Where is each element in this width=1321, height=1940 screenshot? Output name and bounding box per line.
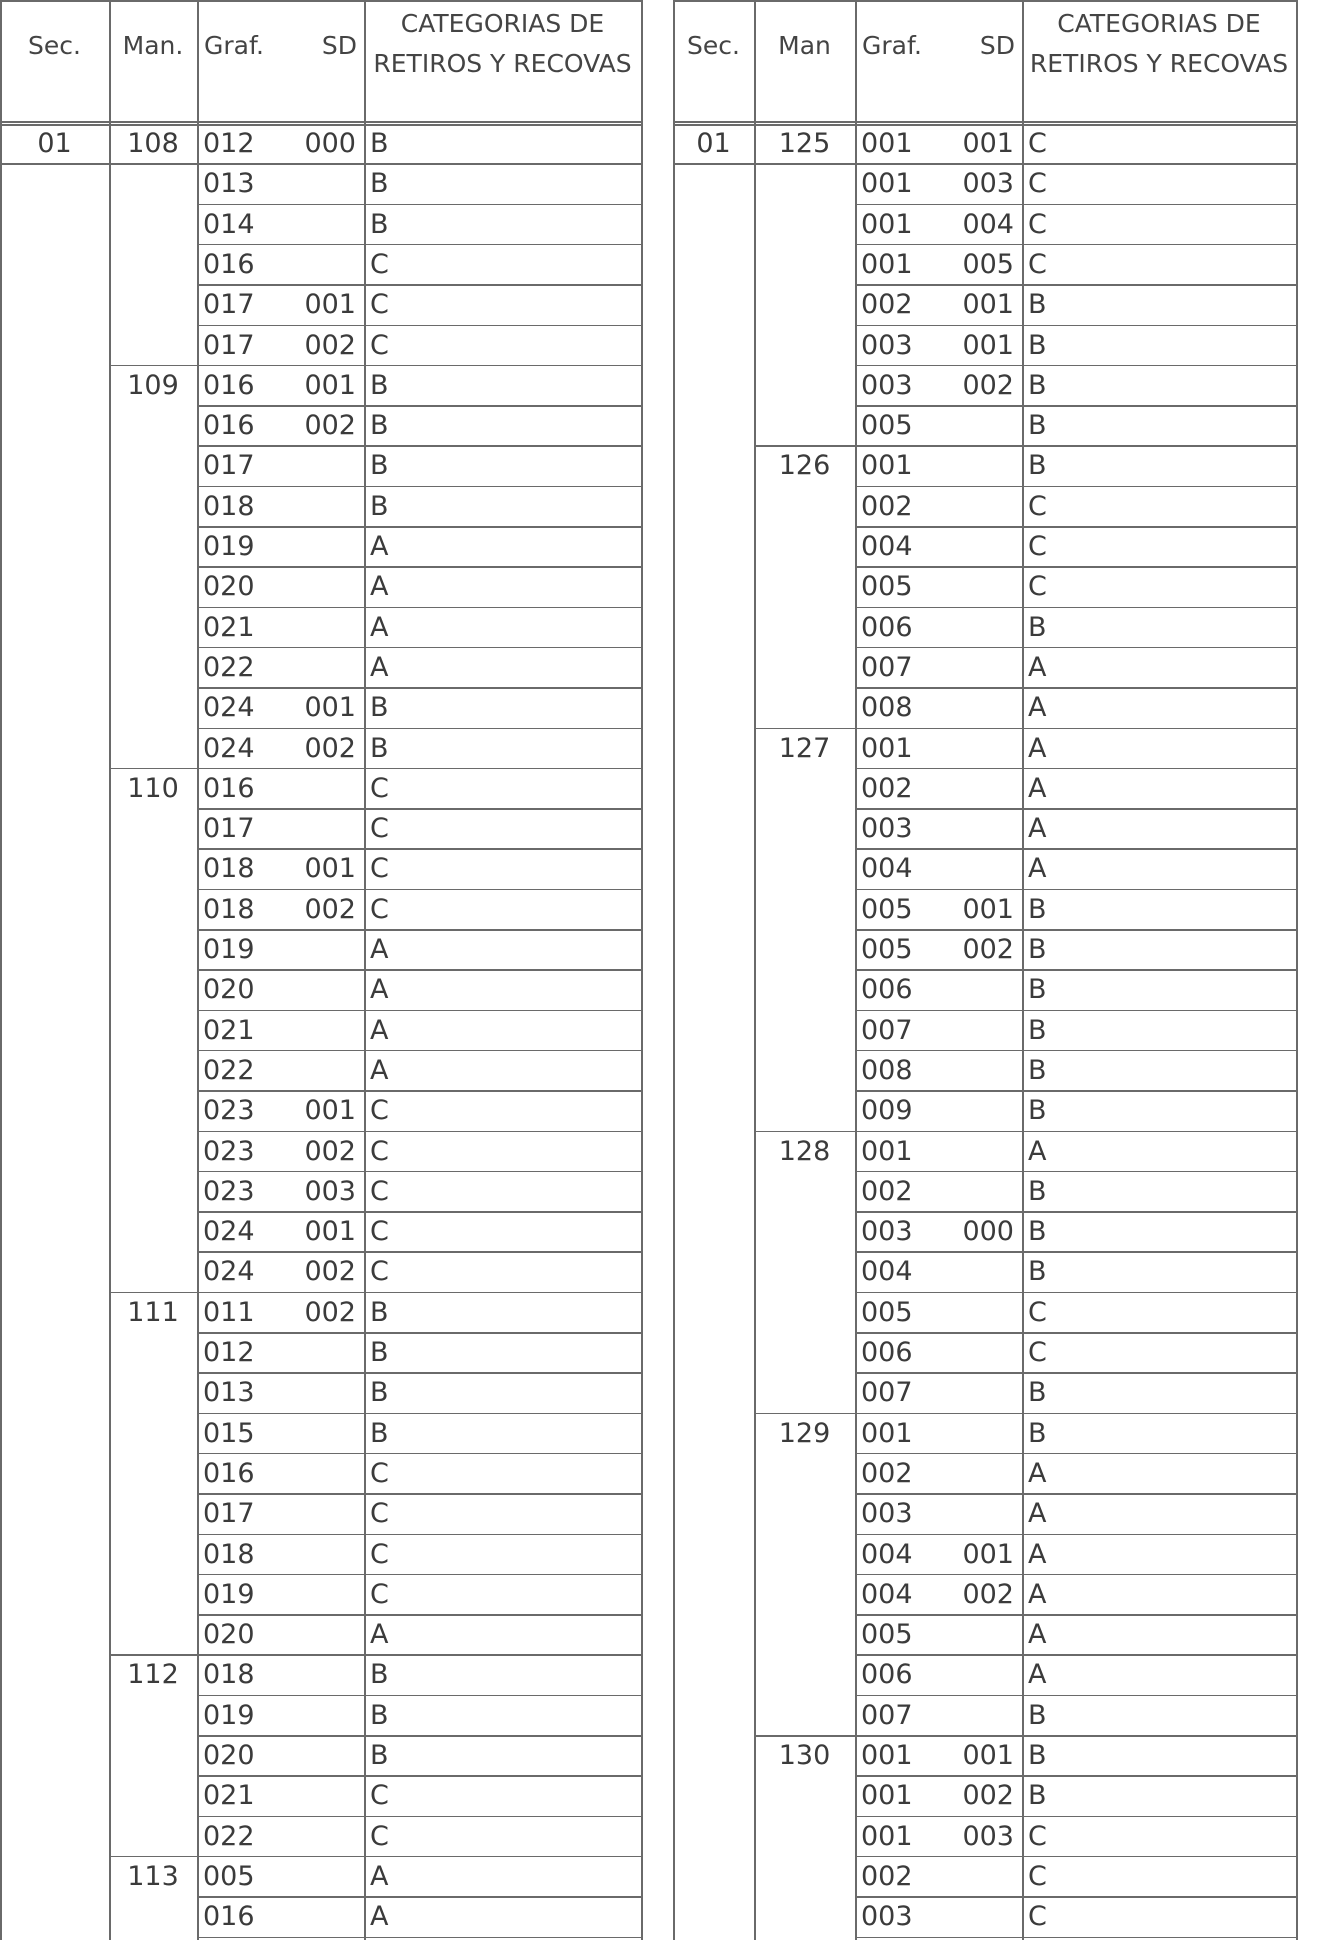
- column-divider: [673, 0, 675, 1940]
- cell-graf: 024: [203, 732, 255, 764]
- cell-sd: 003: [962, 1820, 1014, 1852]
- header-man: Man.: [122, 31, 184, 60]
- header-bottom-border: [673, 124, 1296, 126]
- cell-categoria: B: [1028, 1216, 1047, 1248]
- row-divider: [855, 808, 1296, 810]
- cell-graf: 007: [861, 1377, 913, 1409]
- row-divider: [855, 1372, 1296, 1374]
- cell-graf: 006: [861, 974, 913, 1006]
- cell-sd: 002: [304, 893, 356, 925]
- cell-graf: 002: [861, 772, 913, 804]
- cell-graf: 004: [861, 1538, 913, 1570]
- cell-sd: 003: [962, 168, 1014, 200]
- cell-graf: 019: [203, 934, 255, 965]
- cell-graf: 022: [203, 1820, 255, 1852]
- cell-graf: 005: [861, 1296, 913, 1328]
- header-bottom-border: [673, 121, 1296, 123]
- cell-categoria: C: [370, 1135, 389, 1167]
- cell-categoria: B: [370, 208, 389, 240]
- cell-graf: 017: [203, 1498, 255, 1530]
- cell-graf: 002: [861, 289, 913, 321]
- cell-categoria: A: [370, 1860, 389, 1892]
- cell-sec: 01: [37, 128, 72, 159]
- cell-graf: 002: [861, 1175, 913, 1207]
- header-graf: Graf.: [862, 31, 922, 60]
- cell-man: 109: [127, 369, 179, 401]
- cell-categoria: C: [370, 1457, 389, 1489]
- cell-graf: 016: [203, 369, 255, 401]
- cell-graf: 012: [203, 128, 255, 159]
- cell-graf: 001: [861, 1417, 913, 1449]
- cell-graf: 021: [203, 1780, 255, 1812]
- cell-man: 126: [778, 450, 831, 482]
- cell-graf: 004: [861, 1256, 913, 1288]
- cell-sd: 001: [304, 692, 356, 724]
- row-divider: [855, 1775, 1296, 1777]
- row-divider: [855, 1614, 1296, 1616]
- cell-categoria: C: [1028, 128, 1047, 159]
- header-man: Man: [778, 31, 831, 60]
- cell-categoria: A: [1028, 813, 1047, 845]
- cell-sec: 01: [696, 128, 731, 159]
- row-divider: [855, 204, 1296, 206]
- cell-categoria: A: [1028, 772, 1047, 804]
- cell-graf: 001: [861, 128, 913, 159]
- row-divider: [855, 1937, 1296, 1939]
- cell-graf: 002: [861, 1860, 913, 1892]
- cell-sd: 003: [304, 1175, 356, 1207]
- cell-graf: 021: [203, 611, 255, 643]
- cell-sd: 002: [304, 732, 356, 764]
- cell-categoria: C: [1028, 490, 1047, 522]
- cell-sd: 000: [304, 128, 356, 159]
- cell-categoria: B: [1028, 369, 1047, 401]
- cell-categoria: A: [370, 934, 389, 965]
- header-sec: Sec.: [28, 31, 81, 60]
- cell-graf: 003: [861, 329, 913, 361]
- row-divider: [855, 1251, 1296, 1253]
- row-divider: [855, 687, 1296, 689]
- cell-categoria: C: [1028, 1296, 1047, 1328]
- cell-categoria: A: [370, 651, 389, 683]
- cell-graf: 006: [861, 1337, 913, 1368]
- cell-graf: 002: [861, 490, 913, 522]
- cell-categoria: A: [1028, 1135, 1047, 1167]
- row-divider: [855, 1816, 1296, 1818]
- cell-sd: 002: [962, 369, 1014, 401]
- cell-categoria: C: [1028, 168, 1047, 200]
- header-categorias: RETIROS Y RECOVAS: [373, 49, 632, 78]
- cell-man: 129: [778, 1417, 831, 1449]
- cell-man: 112: [127, 1659, 179, 1691]
- cell-graf: 001: [861, 1820, 913, 1852]
- cell-categoria: B: [370, 1296, 389, 1328]
- cell-graf: 013: [203, 1377, 255, 1409]
- cell-categoria: C: [370, 813, 389, 845]
- row-divider: [855, 1211, 1296, 1213]
- cell-sd: 002: [962, 1578, 1014, 1610]
- cell-categoria: B: [370, 369, 389, 401]
- header-graf: Graf.: [204, 31, 264, 60]
- row-divider: [855, 284, 1296, 286]
- cell-categoria: A: [1028, 1578, 1047, 1610]
- row-divider: [855, 1695, 1296, 1697]
- row-divider: [855, 768, 1296, 770]
- cell-graf: 001: [861, 208, 913, 240]
- cell-graf: 001: [861, 1135, 913, 1167]
- cell-sd: 002: [304, 1296, 356, 1328]
- cell-graf: 016: [203, 1901, 255, 1933]
- cell-man: 108: [127, 128, 179, 159]
- header-sd: SD: [979, 31, 1015, 60]
- cell-categoria: B: [1028, 1740, 1047, 1771]
- cell-categoria: B: [370, 1377, 389, 1409]
- cell-graf: 016: [203, 248, 255, 280]
- cell-categoria: C: [1028, 571, 1047, 603]
- cell-categoria: B: [1028, 1780, 1047, 1812]
- row-divider: [754, 445, 1296, 447]
- cell-categoria: C: [1028, 1337, 1047, 1368]
- cell-graf: 006: [861, 611, 913, 643]
- cell-graf: 005: [861, 893, 913, 925]
- cell-sd: 001: [962, 329, 1014, 361]
- cell-categoria: A: [1028, 651, 1047, 683]
- cell-graf: 001: [861, 1740, 913, 1771]
- cell-categoria: A: [370, 571, 389, 603]
- cell-categoria: C: [370, 1216, 389, 1248]
- cell-categoria: C: [370, 248, 389, 280]
- cell-graf: 018: [203, 1659, 255, 1691]
- cell-categoria: B: [370, 732, 389, 764]
- cell-categoria: B: [370, 450, 389, 482]
- header-categorias: CATEGORIAS DE: [1057, 9, 1261, 38]
- cell-graf: 009: [861, 1095, 913, 1127]
- cell-categoria: B: [1028, 1256, 1047, 1288]
- cell-graf: 005: [861, 934, 913, 965]
- cell-graf: 001: [861, 248, 913, 280]
- row-divider: [855, 1050, 1296, 1052]
- cell-graf: 017: [203, 289, 255, 321]
- cell-graf: 007: [861, 1699, 913, 1731]
- cell-graf: 003: [861, 1216, 913, 1248]
- cell-categoria: B: [370, 1417, 389, 1449]
- cell-graf: 003: [861, 813, 913, 845]
- cell-categoria: B: [1028, 410, 1047, 442]
- cell-sd: 000: [962, 1216, 1014, 1248]
- cell-categoria: C: [370, 289, 389, 321]
- cell-categoria: C: [370, 772, 389, 804]
- cell-categoria: C: [370, 1256, 389, 1288]
- row-divider: [855, 647, 1296, 649]
- cell-man: 130: [778, 1740, 831, 1771]
- cell-graf: 015: [203, 1417, 255, 1449]
- cell-graf: 001: [861, 732, 913, 764]
- cell-categoria: C: [370, 1780, 389, 1812]
- row-divider: [855, 607, 1296, 609]
- cell-graf: 016: [203, 410, 255, 442]
- cell-graf: 017: [203, 329, 255, 361]
- cell-sd: 002: [304, 410, 356, 442]
- cell-graf: 023: [203, 1135, 255, 1167]
- cell-graf: 020: [203, 571, 255, 603]
- cell-man: 125: [778, 128, 831, 159]
- row-divider: [855, 929, 1296, 931]
- cell-graf: 003: [861, 1901, 913, 1933]
- cell-categoria: C: [1028, 1901, 1047, 1933]
- cell-categoria: B: [370, 168, 389, 200]
- cell-categoria: C: [1028, 531, 1047, 562]
- cell-categoria: B: [1028, 1417, 1047, 1449]
- cell-graf: 023: [203, 1175, 255, 1207]
- cell-graf: 008: [861, 692, 913, 724]
- cell-graf: 001: [861, 450, 913, 482]
- cell-graf: 018: [203, 893, 255, 925]
- cell-sd: 001: [962, 128, 1014, 159]
- cell-categoria: C: [370, 1095, 389, 1127]
- cell-graf: 003: [861, 369, 913, 401]
- cell-categoria: A: [370, 1014, 389, 1046]
- cell-graf: 004: [861, 531, 913, 562]
- cell-graf: 019: [203, 1699, 255, 1731]
- header-categorias: RETIROS Y RECOVAS: [1029, 49, 1289, 78]
- cell-graf: 018: [203, 853, 255, 885]
- cell-categoria: A: [370, 531, 389, 562]
- cell-man: 113: [127, 1860, 179, 1892]
- cell-categoria: B: [1028, 1377, 1047, 1409]
- cell-man: 110: [127, 772, 179, 804]
- cell-sd: 001: [962, 1538, 1014, 1570]
- cell-graf: 017: [203, 813, 255, 845]
- cell-categoria: B: [1028, 1014, 1047, 1046]
- cell-categoria: A: [1028, 732, 1047, 764]
- cell-categoria: A: [370, 1619, 389, 1651]
- cell-categoria: B: [370, 1659, 389, 1691]
- cell-graf: 007: [861, 1014, 913, 1046]
- row-divider: [855, 244, 1296, 246]
- cell-graf: 005: [861, 571, 913, 603]
- cell-graf: 013: [203, 168, 255, 200]
- cell-graf: 002: [861, 1457, 913, 1489]
- cell-graf: 016: [203, 1457, 255, 1489]
- row-divider: [855, 1856, 1296, 1858]
- cell-graf: 024: [203, 1256, 255, 1288]
- cell-sd: 004: [962, 208, 1014, 240]
- cell-graf: 018: [203, 490, 255, 522]
- column-divider: [754, 0, 756, 1940]
- cell-man: 111: [127, 1296, 179, 1328]
- row-divider: [855, 365, 1296, 367]
- cell-graf: 019: [203, 531, 255, 562]
- cell-categoria: A: [1028, 1498, 1047, 1530]
- cell-categoria: B: [1028, 1699, 1047, 1731]
- cell-sd: 002: [304, 1256, 356, 1288]
- cell-categoria: C: [370, 1498, 389, 1530]
- cell-categoria: A: [370, 1901, 389, 1933]
- cell-graf: 012: [203, 1337, 255, 1368]
- row-divider: [855, 1534, 1296, 1536]
- row-divider: [673, 163, 1296, 165]
- cell-graf: 016: [203, 772, 255, 804]
- cell-sd: 002: [304, 329, 356, 361]
- cell-sd: 001: [962, 1740, 1014, 1771]
- row-divider: [855, 1574, 1296, 1576]
- row-divider: [855, 889, 1296, 891]
- cell-categoria: A: [1028, 1538, 1047, 1570]
- cell-graf: 023: [203, 1095, 255, 1127]
- header-sd: SD: [321, 31, 357, 60]
- cell-categoria: B: [1028, 329, 1047, 361]
- cell-categoria: C: [370, 893, 389, 925]
- cell-graf: 022: [203, 651, 255, 683]
- row-divider: [855, 1010, 1296, 1012]
- cell-sd: 001: [304, 853, 356, 885]
- column-divider: [1296, 0, 1298, 1940]
- cell-categoria: B: [370, 692, 389, 724]
- cell-graf: 020: [203, 974, 255, 1006]
- cell-man: 128: [778, 1135, 831, 1167]
- row-divider: [855, 405, 1296, 407]
- cell-graf: 004: [861, 1578, 913, 1610]
- cell-categoria: C: [1028, 1820, 1047, 1852]
- cell-graf: 018: [203, 1538, 255, 1570]
- row-divider: [754, 728, 1296, 730]
- cell-sd: 001: [304, 369, 356, 401]
- row-divider: [855, 1332, 1296, 1334]
- cell-sd: 002: [962, 1780, 1014, 1812]
- cell-categoria: C: [370, 329, 389, 361]
- cell-graf: 003: [861, 1498, 913, 1530]
- row-divider: [855, 1171, 1296, 1173]
- cell-categoria: B: [370, 490, 389, 522]
- cell-sd: 002: [962, 934, 1014, 965]
- cell-categoria: B: [1028, 1095, 1047, 1127]
- cell-categoria: C: [1028, 208, 1047, 240]
- cell-categoria: B: [370, 410, 389, 442]
- cell-graf: 020: [203, 1619, 255, 1651]
- cell-graf: 008: [861, 1054, 913, 1086]
- cell-categoria: A: [370, 974, 389, 1006]
- cell-graf: 001: [861, 1780, 913, 1812]
- row-divider: [855, 1493, 1296, 1495]
- cell-categoria: A: [370, 1054, 389, 1086]
- cell-categoria: B: [1028, 611, 1047, 643]
- cell-sd: 001: [304, 1216, 356, 1248]
- cell-categoria: C: [370, 853, 389, 885]
- row-divider: [855, 1292, 1296, 1294]
- cell-graf: 001: [861, 168, 913, 200]
- cell-graf: 024: [203, 692, 255, 724]
- cell-man: 127: [778, 732, 831, 764]
- cell-sd: 002: [304, 1135, 356, 1167]
- cell-categoria: C: [370, 1820, 389, 1852]
- cell-categoria: C: [370, 1175, 389, 1207]
- row-divider: [855, 526, 1296, 528]
- cell-categoria: B: [1028, 893, 1047, 925]
- cell-graf: 005: [861, 410, 913, 442]
- cell-categoria: B: [370, 1337, 389, 1368]
- row-divider: [754, 1735, 1296, 1737]
- cell-sd: 001: [304, 1095, 356, 1127]
- cell-categoria: A: [1028, 1457, 1047, 1489]
- cell-sd: 005: [962, 248, 1014, 280]
- cell-graf: 006: [861, 1659, 913, 1691]
- row-divider: [855, 848, 1296, 850]
- row-divider: [855, 325, 1296, 327]
- row-divider: [855, 566, 1296, 568]
- header-categorias: CATEGORIAS DE: [400, 9, 605, 38]
- cell-graf: 020: [203, 1740, 255, 1771]
- row-divider: [855, 1090, 1296, 1092]
- cell-categoria: B: [370, 128, 389, 159]
- cell-categoria: C: [1028, 248, 1047, 280]
- cell-graf: 021: [203, 1014, 255, 1046]
- cell-categoria: C: [1028, 1860, 1047, 1892]
- row-divider: [855, 1896, 1296, 1898]
- cell-categoria: B: [1028, 1175, 1047, 1207]
- cell-graf: 022: [203, 1054, 255, 1086]
- cell-sd: 001: [962, 893, 1014, 925]
- cell-graf: 007: [861, 651, 913, 683]
- cell-categoria: C: [370, 1538, 389, 1570]
- cell-sd: 001: [304, 289, 356, 321]
- cell-graf: 024: [203, 1216, 255, 1248]
- cell-graf: 005: [203, 1860, 255, 1892]
- cell-categoria: A: [1028, 692, 1047, 724]
- cell-graf: 014: [203, 208, 255, 240]
- cell-categoria: B: [1028, 450, 1047, 482]
- row-divider: [855, 1654, 1296, 1656]
- cell-categoria: B: [1028, 934, 1047, 965]
- header-sec: Sec.: [687, 31, 740, 60]
- cell-graf: 017: [203, 450, 255, 482]
- cell-categoria: B: [370, 1740, 389, 1771]
- cell-sd: 001: [962, 289, 1014, 321]
- cell-categoria: B: [370, 1699, 389, 1731]
- cell-categoria: A: [1028, 853, 1047, 885]
- table-top-border: [673, 0, 1296, 2]
- cell-categoria: B: [1028, 289, 1047, 321]
- row-divider: [754, 1413, 1296, 1415]
- cell-graf: 019: [203, 1578, 255, 1610]
- cell-categoria: B: [1028, 1054, 1047, 1086]
- cell-categoria: C: [370, 1578, 389, 1610]
- cell-categoria: A: [370, 611, 389, 643]
- cell-categoria: B: [1028, 974, 1047, 1006]
- cell-graf: 005: [861, 1619, 913, 1651]
- row-divider: [855, 486, 1296, 488]
- cell-graf: 004: [861, 853, 913, 885]
- cell-graf: 011: [203, 1296, 255, 1328]
- row-divider: [855, 1453, 1296, 1455]
- cell-categoria: A: [1028, 1659, 1047, 1691]
- row-divider: [754, 1131, 1296, 1133]
- row-divider: [855, 969, 1296, 971]
- cell-categoria: A: [1028, 1619, 1047, 1651]
